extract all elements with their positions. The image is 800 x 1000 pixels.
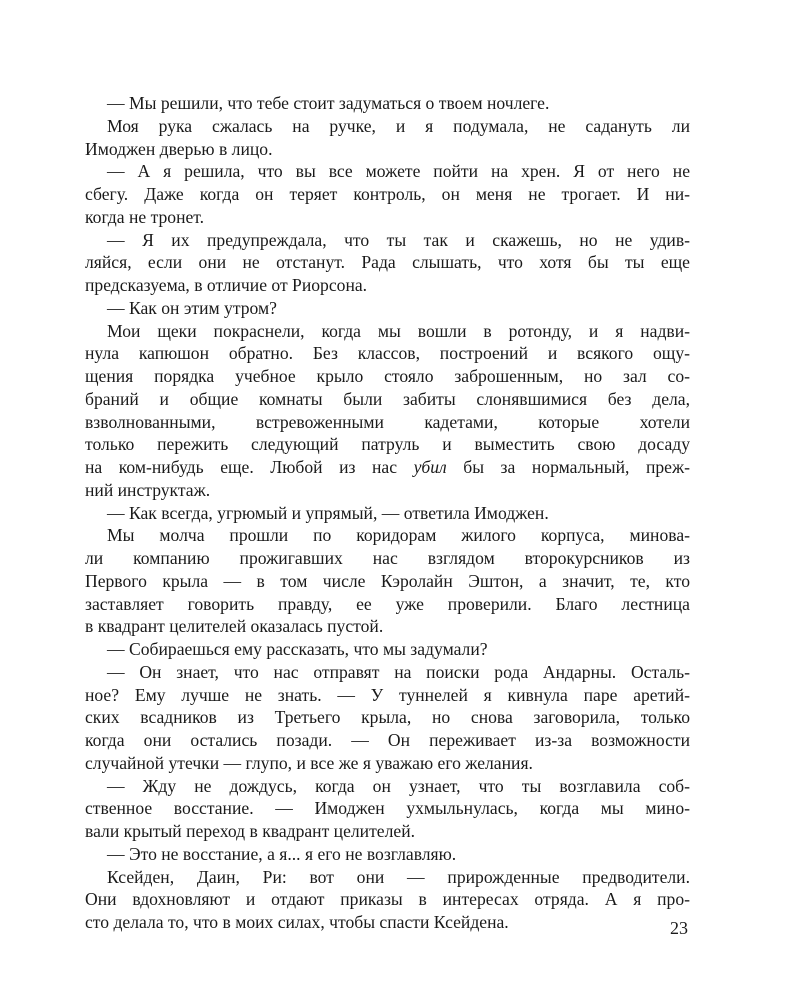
text-line: Они вдохновляют и отдают приказы в интересах отряда. А я про-: [85, 889, 690, 910]
text-line: Моя рука сжалась на ручке, и я подумала, не садануть ли: [107, 115, 690, 136]
italic-word: убил: [413, 457, 447, 477]
text-segment: бы за нормальный, преж-: [446, 457, 690, 477]
text-line: Мы молча прошли по коридорам жилого корпуса, минова-: [107, 525, 690, 546]
text-line: — Жду не дождусь, когда он узнает, что ты возглавила соб-: [107, 775, 690, 796]
text-line: вали крытый переход в квадрант целителей.: [85, 821, 416, 841]
text-line: сто делала то, что в моих силах, чтобы спасти Ксейдена.: [85, 912, 509, 932]
text-line: заставляет говорить правду, ее уже проверили. Благо лестница: [85, 593, 690, 614]
text-segment: на ком-нибудь еще. Любой из нас: [85, 457, 414, 477]
text-line: Ксейден, Даин, Ри: вот они — прирожденные предводители.: [107, 866, 690, 887]
text-line: когда они остались позади. — Он переживает из-за возможности: [85, 730, 690, 750]
text-line: — Как он этим утром?: [107, 297, 277, 318]
text-line: браний и общие комнаты были забиты слонявшимися без дела,: [85, 388, 690, 409]
text-line: только пережить следующий патруль и выместить свою досаду: [85, 434, 690, 455]
text-line: ляйся, если они не отстанут. Рада слышать, что хотя бы ты еще: [85, 252, 690, 273]
text-line: — Собираешься ему рассказать, что мы задумали?: [107, 639, 488, 659]
text-line: ний инструктаж.: [85, 479, 211, 500]
page-number: 23: [670, 918, 688, 938]
text-line: взволнованными, встревоженными кадетами, которые хотели: [85, 411, 690, 432]
text-line: Имоджен дверью в лицо.: [85, 138, 273, 159]
text-line: ное? Ему лучше не знать. — У туннелей я кивнула паре аретий-: [85, 684, 690, 705]
text-line: ственное восстание. — Имоджен ухмыльнулась, когда мы мино-: [85, 798, 690, 819]
text-line: — Это не восстание, а я... я его не возглавляю.: [107, 843, 457, 864]
text-line: случайной утечки — глупо, и все же я уважаю его желания.: [85, 752, 533, 773]
body-text: [85, 92, 690, 934]
text-line: в квадрант целителей оказалась пустой.: [85, 616, 384, 637]
text-line: Мои щеки покраснели, когда мы вошли в ротонду, и я надви-: [107, 320, 690, 341]
text-line: — Он знает, что нас отправят на поиски рода Андарны. Осталь-: [107, 661, 690, 682]
text-line: — Как всегда, угрюмый и упрямый, — ответила Имоджен.: [107, 502, 549, 523]
text-line: — Мы решили, что тебе стоит задуматься о твоем ночлеге.: [107, 93, 550, 113]
text-line: предсказуема, в отличие от Риорсона.: [85, 275, 368, 295]
text-line: когда не тронет.: [85, 206, 205, 227]
text-line: нула капюшон обратно. Без классов, построений и всякого ощу-: [85, 343, 690, 364]
text-line: щения порядка учебное крыло стояло заброшенным, но зал со-: [85, 366, 690, 386]
text-line: ских всадников из Третьего крыла, но снова заговорила, только: [85, 707, 690, 728]
text-line: — Я их предупреждала, что ты так и скажешь, но не удив-: [107, 229, 690, 250]
text-line: сбегу. Даже когда он теряет контроль, он меня не трогает. И ни-: [85, 184, 690, 204]
text-line: Первого крыла — в том числе Кэролайн Эштон, а значит, те, кто: [85, 570, 690, 591]
text-line: [85, 456, 690, 479]
text-line: — А я решила, что вы все можете пойти на хрен. Я от него не: [107, 161, 690, 182]
text-line: ли компанию прожигавших нас взглядом второкурсников из: [85, 548, 690, 568]
